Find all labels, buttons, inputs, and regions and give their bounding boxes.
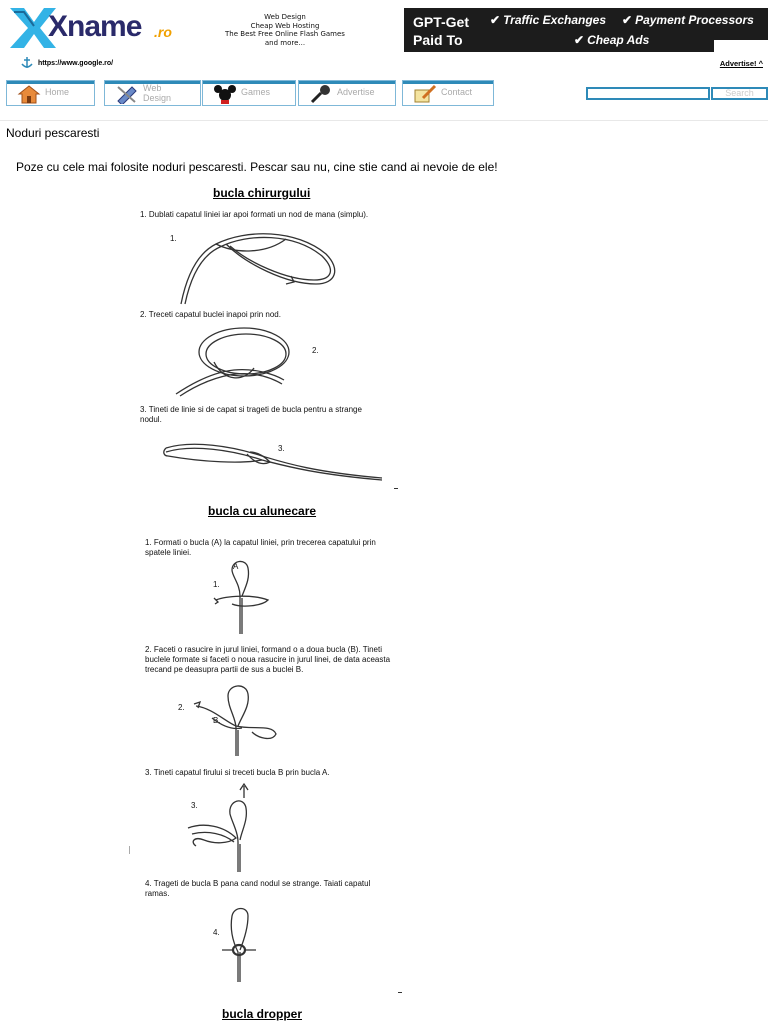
nav-tab-advertise[interactable] [298,80,396,106]
knot2-step-2: 2. Faceti o rasucire in jurul liniei, formand o a doua bucla (B). Tineti buclele formate si faceti o noua rasucire in jurul linei, de data aceasta trecand pe deasupra partii de sus a buclei B. [145,645,391,674]
knot1-figure-2 [174,322,298,398]
nav-label-games: Games [241,87,271,97]
dash-mark [394,488,398,489]
anchor-icon [18,56,36,70]
knot1-fig-num: 2. [312,346,319,355]
nav-label-advertise: Advertise [337,87,375,97]
knot1-figure-3 [162,432,388,482]
knot-title-alunecare: bucla cu alunecare [208,504,317,518]
ad-gpt-line1: GPT-Get [413,14,470,30]
ad-item-cheap-ads: Cheap Ads [587,33,650,47]
pencil-brush-icon [115,84,139,104]
tagline-line: and more... [264,38,306,47]
check-icon: ✔ [574,33,585,47]
knot2-step-3: 3. Tineti capatul firului si treceti bucla B prin bucla A. [145,768,330,777]
tagline-line: Cheap Web Hosting [250,21,320,30]
ad-item-payment: Payment Processors [635,13,754,27]
knot2-step-1: 1. Formati o bucla (A) la capatul liniei, prin trecerea capatului prin spatele liniei. [145,538,376,557]
nav-tab-contact[interactable] [402,80,494,106]
check-icon: ✔ [490,13,501,27]
knot2-figure-1 [212,556,278,636]
nav-tab-home[interactable] [6,80,95,106]
check-icon: ✔ [622,13,633,27]
ad-gpt-line2: Paid To [413,32,463,48]
ad-item-traffic: Traffic Exchanges [503,13,606,27]
knot2-figure-4 [218,904,262,984]
nav-tab-games[interactable] [202,80,296,106]
nav-tab-web-design[interactable] [104,80,201,106]
knot2-figure-3 [184,782,264,874]
pen-paper-icon [413,84,437,104]
tick-mark [129,846,130,854]
knot2-fig-num: 3. [191,801,198,810]
knot1-step-3: 3. Tineti de linie si de capat si trageti de bucla pentru a strange nodul. [140,405,362,424]
tagline-line: The Best Free Online Flash Games [225,30,345,38]
knot1-step-2: 2. Treceti capatul buclei inapoi prin nod. [140,310,281,319]
knot2-figure-2 [192,678,282,758]
knot2-fig-num: 1. [213,580,220,589]
knot2-fig-num: 4. [213,928,220,937]
nav-label-web-design: Web Design [143,83,172,103]
knot-title-chirurg: bucla chirurgului [213,186,311,200]
microphone-icon [309,84,333,104]
knot1-figure-1 [176,224,346,306]
tagline [205,13,365,47]
nav-label-home: Home [45,87,70,97]
house-icon [17,84,41,104]
knot1-fig-num: 3. [278,444,285,453]
knot2-label-b: B. [213,716,221,725]
knot-title-dropper: bucla dropper [222,1007,303,1021]
dash-mark [398,992,402,993]
nav-label-contact: Contact [441,87,473,97]
knot1-fig-num: 1. [170,234,177,243]
url-row [18,56,113,70]
search-button[interactable]: Search [711,87,768,100]
knot2-label-a: A [233,562,239,571]
knot2-step-4: 4. Trageti de bucla B pana cand nodul se strange. Taiati capatul ramas. [145,879,371,898]
intro-text: Poze cu cele mai folosite noduri pescaresti. Pescar sau nu, cine stie cand ai nevoie de ele! [16,160,498,174]
search-input[interactable] [586,87,710,100]
knot1-step-1: 1. Dublati capatul liniei iar apoi formati un nod de mana (simplu). [140,210,369,219]
mickey-icon [213,84,237,104]
logo-suffix: .ro [154,24,172,40]
tagline-line: Web Design [264,13,306,21]
ad-banner-gap [714,40,768,52]
page-title: Noduri pescaresti [6,126,100,140]
logo-text: Xname [48,10,142,43]
advertise-link[interactable]: Advertise! ^ [719,59,763,68]
knot2-fig-num: 2. [178,703,185,712]
divider [0,120,768,121]
xname-logo[interactable] [6,4,178,50]
site-url[interactable]: https://www.google.ro/ [37,59,114,67]
